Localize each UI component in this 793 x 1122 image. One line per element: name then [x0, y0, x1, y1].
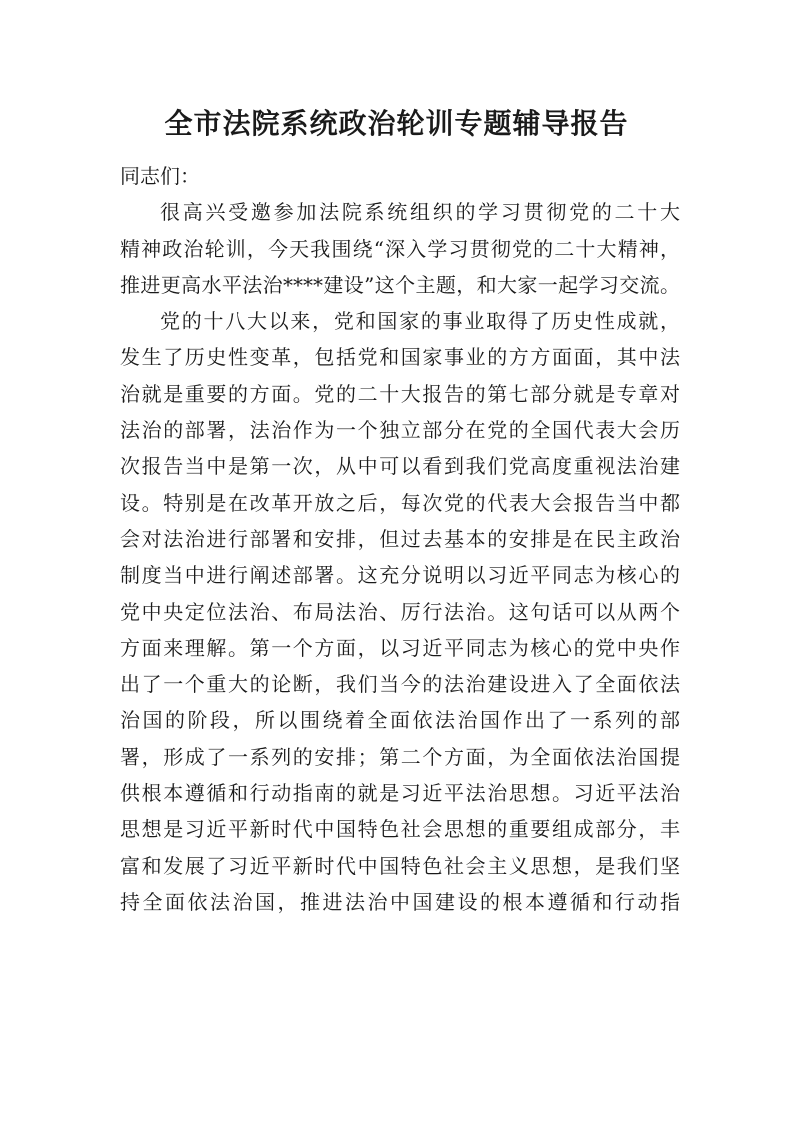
text-line: 法治的部署，法治作为一个独立部分在党的全国代表大会历 — [120, 418, 680, 443]
text-line: 精神政治轮训，今天我围绕“深入学习贯彻党的二十大精神， — [120, 236, 680, 261]
paragraph-2 — [120, 303, 680, 920]
text-line: 会对法治进行部署和安排，但过去基本的安排是在民主政治 — [120, 526, 680, 551]
text-line: 方面来理解。第一个方面，以习近平同志为核心的党中央作 — [120, 635, 680, 660]
greeting-line: 同志们： — [120, 164, 200, 188]
text-line: 次报告当中是第一次，从中可以看到我们党高度重视法治建 — [120, 454, 680, 479]
text-line: 制度当中进行阐述部署。这充分说明以习近平同志为核心的 — [120, 563, 680, 588]
text-line: 很高兴受邀参加法院系统组织的学习贯彻党的二十大 — [160, 200, 680, 225]
text-line: 推进更高水平法治****建设”这个主题，和大家一起学习交流。 — [120, 272, 680, 297]
text-line: 党的十八大以来，党和国家的事业取得了历史性成就， — [160, 309, 680, 334]
document-body — [120, 158, 680, 920]
text-line: 发生了历史性变革，包括党和国家事业的方方面面，其中法 — [120, 345, 680, 370]
text-line: 治就是重要的方面。党的二十大报告的第七部分就是专章对 — [120, 381, 680, 406]
text-line: 持全面依法治国，推进法治中国建设的根本遵循和行动指 — [120, 889, 680, 914]
document-title: 全市法院系统政治轮训专题辅导报告 — [164, 107, 629, 140]
text-line: 党中央定位法治、布局法治、厉行法治。这句话可以从两个 — [120, 599, 680, 624]
text-line: 供根本遵循和行动指南的就是习近平法治思想。习近平法治 — [120, 781, 680, 806]
text-line: 设。特别是在改革开放之后，每次党的代表大会报告当中都 — [120, 490, 680, 515]
text-line: 治国的阶段，所以围绕着全面依法治国作出了一系列的部 — [120, 708, 680, 733]
paragraph-1 — [120, 194, 680, 303]
text-line: 署，形成了一系列的安排；第二个方面，为全面依法治国提 — [120, 744, 680, 769]
text-line: 思想是习近平新时代中国特色社会思想的重要组成部分，丰 — [120, 817, 680, 842]
text-line: 出了一个重大的论断，我们当今的法治建设进入了全面依法 — [120, 672, 680, 697]
text-line: 富和发展了习近平新时代中国特色社会主义思想，是我们坚 — [120, 853, 680, 878]
